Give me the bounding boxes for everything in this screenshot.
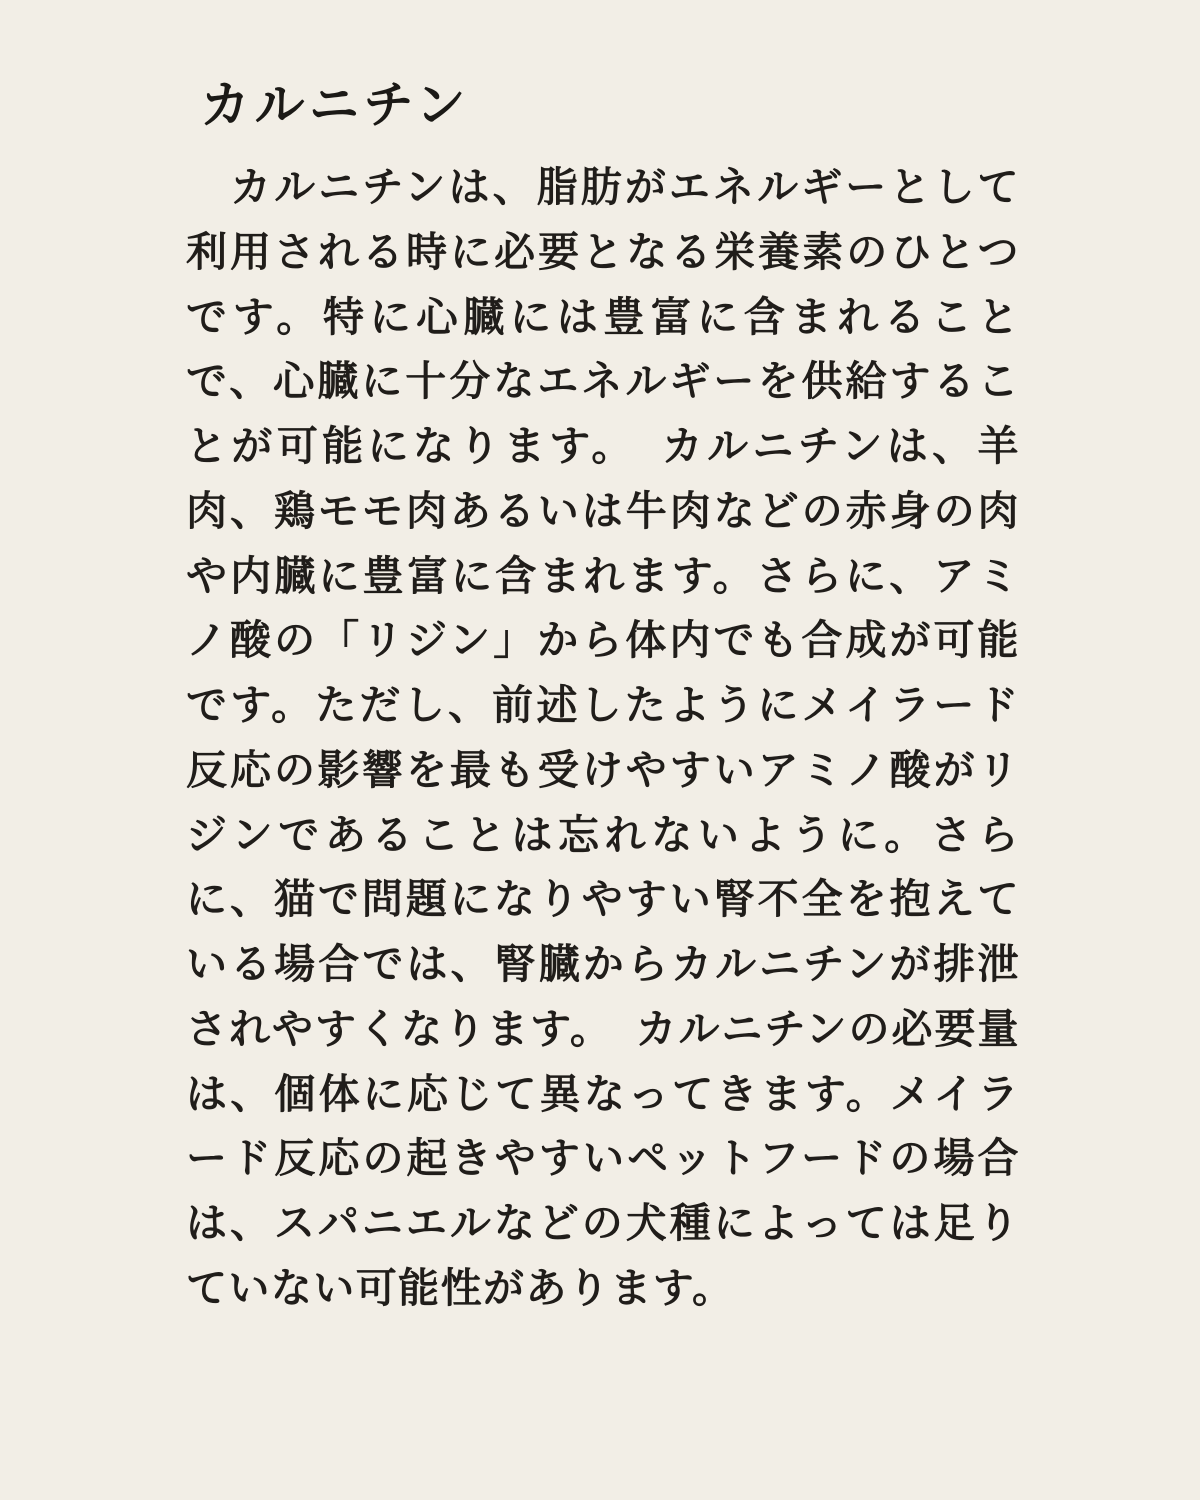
body-paragraph: カルニチンは、脂肪がエネルギーとして利用される時に必要となる栄養素のひとつです。特に心臓には豊富に含まれることで、心臓に十分なエネルギーを供給することが可能になります。 カルニチンは、羊肉、鶏モモ肉あるいは牛肉などの赤身の肉や内臓に豊富に含まれます。さらに、アミノ酸の「リジン」から体内でも合成が可能です。ただし、前述したようにメイラード反応の影響を最も受けやすいアミノ酸がリジンであることは忘れないように。さらに、猫で問題になりやすい腎不全を抱えている場合では、腎臓からカルニチンが排泄されやすくなります。 カルニチンの必要量は、個体に応じて異なってきます。メイラード反応の起きやすいペットフードの場合は、スパニエルなどの犬種によっては足りていない可能性があります。 [186,164,1020,1312]
page-title: カルニチン [200,77,470,133]
